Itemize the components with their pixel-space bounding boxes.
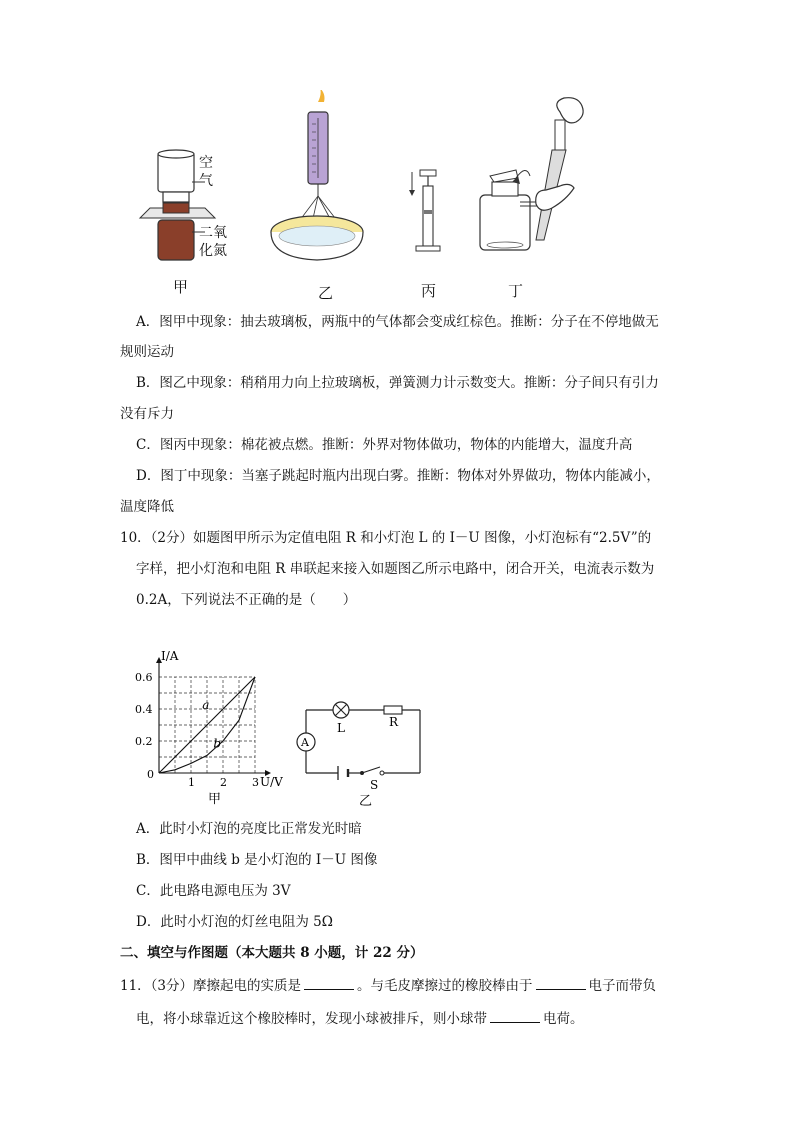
caption-ding: 丁 <box>508 282 524 300</box>
chart-origin-label: 0 <box>147 768 154 781</box>
figure-bing-cylinder <box>409 170 440 251</box>
figure-yi-spring-scale <box>271 90 363 260</box>
series-label-a: a <box>202 698 210 712</box>
q11-blank-3[interactable] <box>490 1008 540 1023</box>
q11-part1: 11．（3分）摩擦起电的实质是 <box>120 978 302 994</box>
lamp-label: L <box>337 721 345 735</box>
x-tick-label: 3 <box>252 776 259 789</box>
q10-option-b: B．图甲中曲线 b 是小灯泡的 I－U 图像 <box>136 852 378 868</box>
q11-line1 <box>120 975 656 996</box>
figure-ding-bottle-pump <box>480 98 583 250</box>
series-label-b: b <box>213 736 222 751</box>
q11-line2 <box>136 1008 584 1029</box>
q10-option-a: A．此时小灯泡的亮度比正常发光时暗 <box>136 821 362 837</box>
switch-icon <box>360 767 384 775</box>
circuit-diagram <box>290 695 430 810</box>
q10-option-c: C．此电路电源电压为 3V <box>136 883 291 899</box>
q9-option-a-line2: 规则运动 <box>120 344 174 360</box>
section2-heading: 二、填空与作图题（本大题共 8 小题，计 22 分） <box>120 945 424 961</box>
battery-icon <box>338 766 348 780</box>
q10-stem-line1: 10．（2分）如题图甲所示为定值电阻 R 和小灯泡 L 的 I－U 图像，小灯泡标有“2.5V”的 <box>120 530 652 546</box>
q9-option-b-line2: 没有斥力 <box>120 406 174 422</box>
q11-part3: 电子而带负 <box>588 978 657 994</box>
q9-option-d-line1: D．图丁中现象：当塞子跳起时瓶内出现白雾。推断：物体对外界做功，物体内能减小， <box>136 468 660 484</box>
label-air-1: 空 <box>199 155 213 171</box>
q11-part2: 。与毛皮摩擦过的橡胶棒由于 <box>357 978 533 994</box>
lamp-icon <box>333 702 349 718</box>
q10-stem-line2: 字样，把小灯泡和电阻 R 串联起来接入如题图乙所示电路中，闭合开关，电流表示数为 <box>136 561 655 577</box>
experiment-figures <box>0 90 794 305</box>
x-tick-label: 2 <box>220 776 227 789</box>
caption-bing: 丙 <box>421 282 437 300</box>
chart-ylabel: I/A <box>161 649 179 663</box>
q9-option-c-line1: C．图丙中现象：棉花被点燃。推断：外界对物体做功，物体的内能增大，温度升高 <box>136 437 633 453</box>
chart-xlabel: U/V <box>260 775 283 789</box>
caption-jia: 甲 <box>173 278 189 296</box>
q11-part4: 电，将小球靠近这个橡胶棒时，发现小球被排斥，则小球带 <box>136 1011 487 1027</box>
x-tick-label: 1 <box>188 776 195 789</box>
q11-part5: 电荷。 <box>543 1011 584 1027</box>
label-no2-2: 化氮 <box>199 243 227 259</box>
q9-option-a-line1: A．图甲中现象：抽去玻璃板，两瓶中的气体都会变成红棕色。推断：分子在不停地做无 <box>136 314 659 330</box>
caption-yi: 乙 <box>318 284 334 302</box>
switch-label: S <box>370 778 379 792</box>
q11-blank-2[interactable] <box>536 975 586 990</box>
y-tick-label: 0.4 <box>135 703 153 716</box>
resistor-label: R <box>389 715 399 729</box>
chart-caption: 甲 <box>208 792 222 807</box>
ammeter-label: A <box>301 736 309 749</box>
q9-option-b-line1: B．图乙中现象：稍稍用力向上拉玻璃板，弹簧测力计示数变大。推断：分子间只有引力 <box>136 375 659 391</box>
q9-option-d-line2: 温度降低 <box>120 499 174 515</box>
label-no2-1: 二氧 <box>199 225 227 241</box>
iu-chart <box>130 645 300 810</box>
label-air-2: 气 <box>199 173 213 189</box>
q10-option-d: D．此时小灯泡的灯丝电阻为 5Ω <box>136 914 333 930</box>
q11-blank-1[interactable] <box>304 975 354 990</box>
circuit-caption: 乙 <box>359 794 373 809</box>
y-tick-label: 0.2 <box>135 735 153 748</box>
y-tick-label: 0.6 <box>135 671 153 684</box>
resistor-icon <box>384 706 402 714</box>
q10-stem-line3: 0.2A，下列说法不正确的是（ ） <box>136 592 357 608</box>
